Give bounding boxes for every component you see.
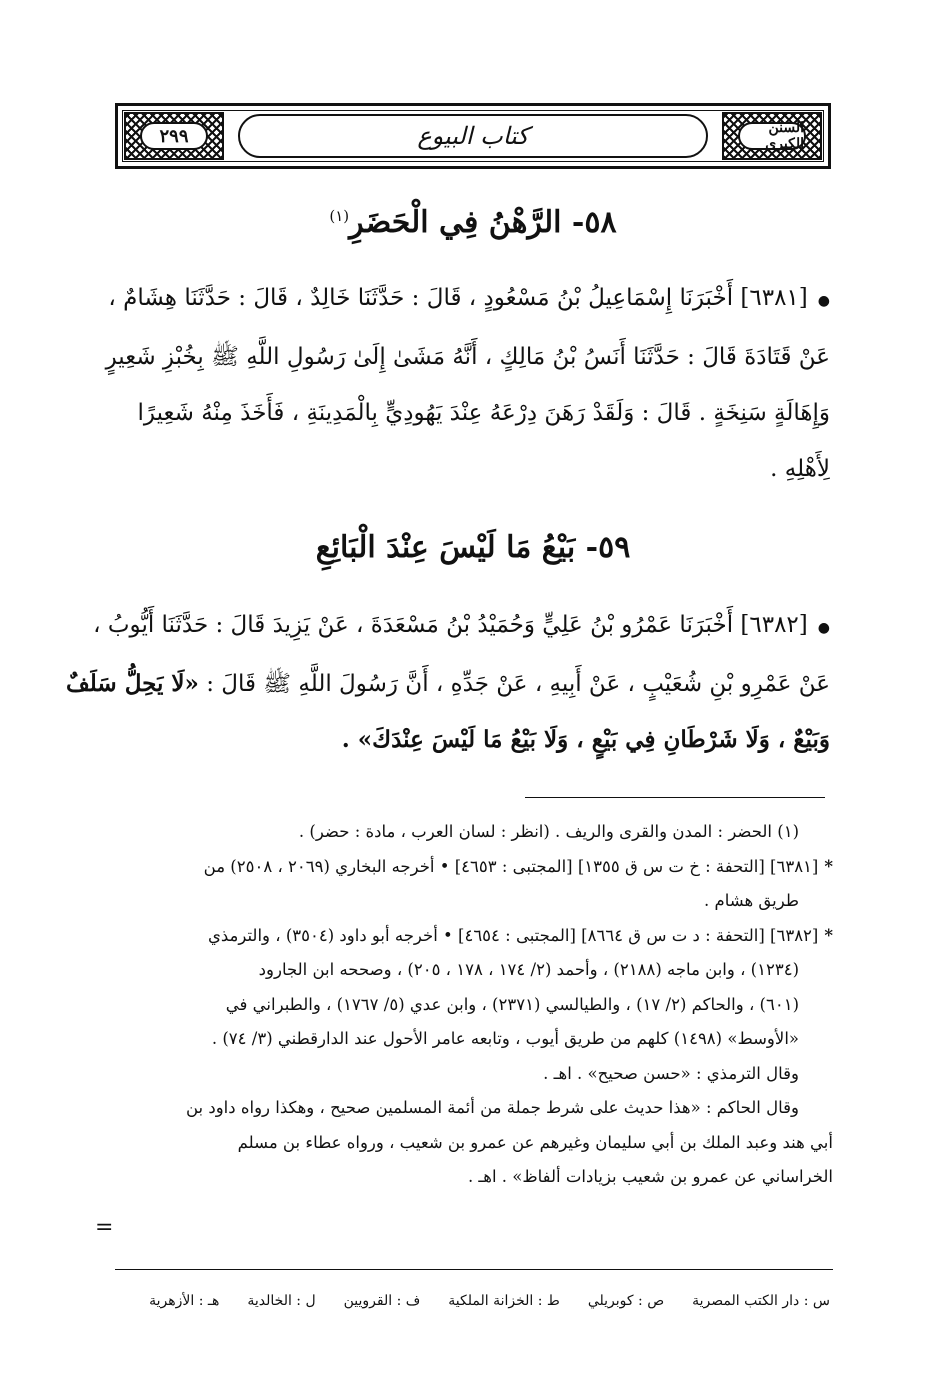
footnote-6382-line-7: أبي هند وعبد الملك بن أبي سليمان وغيرهم عن عمرو بن شعيب ، ورواه عطاء بن مسلم xyxy=(237,1132,833,1152)
footnote-6382-line-4: «الأوسط» (١٤٩٨) كلهم من طريق أيوب ، وتابعه عامر الأحول عند الدارقطني (٣/ ٧٤) . xyxy=(211,1029,799,1048)
sigla-footer xyxy=(118,1293,830,1309)
footnote-6382-line-5: وقال الترمذي : «حسن صحيح» . اهـ . xyxy=(543,1063,799,1083)
header-ornament-right xyxy=(722,112,822,160)
sigla-item: ط : الخزانة الملكية xyxy=(448,1293,560,1309)
star-icon: * xyxy=(824,925,833,945)
footnote-6381 xyxy=(118,850,833,885)
book-title: كتاب البيوع xyxy=(238,114,708,158)
sigla-item: ل : الخالدية xyxy=(247,1293,316,1309)
footer-rule xyxy=(115,1269,833,1270)
hadith-6381-line-2: عَنْ قَتَادَةَ قَالَ : حَدَّثَنَا أَنَسُ بْنُ مَالِكٍ ، أَنَّهُ مَشَىٰ إِلَىٰ رَسُولِ اللَّهِ ﷺ بِخُبْزِ شَعِيرٍ xyxy=(105,344,830,370)
hadith-6382 xyxy=(66,597,830,768)
hadith-6382-text-1: [٦٣٨٢] أَخْبَرَنَا عَمْرُو بْنُ عَلِيٍّ وَحُمَيْدُ بْنُ مَسْعَدَةَ ، عَنْ يَزِيدَ قَالَ : حَدَّثَنَا أَيُّوبُ ، xyxy=(93,612,808,638)
book-logo: السنن الكبرى xyxy=(738,122,806,150)
footnote-1: (١) الحضر : المدن والقرى والريف . (انظر : لسان العرب ، مادة : حضر) . xyxy=(298,822,799,841)
footnote-6382-line-3: (٦٠١) ، والحاكم (٢/ ١٧) ، والطيالسي (٢٣٧١) ، وابن عدي (٥/ ١٧٦٧) ، والطبراني في xyxy=(225,994,799,1014)
bullet-icon: ● xyxy=(817,620,830,636)
footnote-6382 xyxy=(118,919,833,954)
sigla-item: ص : كوبريلي xyxy=(587,1293,665,1309)
footnote-ref-1: (١) xyxy=(329,207,350,225)
page-number: ٢٩٩ xyxy=(140,122,208,150)
sigla-item: هـ : الأزهرية xyxy=(149,1293,220,1309)
section-59-title: ٥٩- بَيْعُ مَا لَيْسَ عِنْدَ الْبَائِعِ xyxy=(315,530,631,565)
hadith-6382-matn-start: «لَا يَحِلُّ سَلَفٌ xyxy=(66,670,199,697)
footnote-6382-line-2: (١٢٣٤) ، وابن ماجه (٢١٨٨) ، وأحمد (٢/ ١٧٤ ، ١٧٨ ، ٢٠٥) ، وصححه ابن الجارود xyxy=(258,960,799,979)
footnote-6382-text: [٦٣٨٢] [التحفة : د ت س ق ٨٦٦٤] [المجتبى : ٤٦٥٤] • أخرجه أبو داود (٣٥٠٤) ، والترمذي xyxy=(207,925,819,945)
hadith-6382-line-1 xyxy=(93,597,830,656)
continuation-mark: = xyxy=(95,1215,114,1240)
header-ornament-left xyxy=(124,112,224,160)
hadith-6381 xyxy=(105,270,830,497)
hadith-6382-text-2: عَنْ عَمْرِو بْنِ شُعَيْبٍ ، عَنْ أَبِيهِ ، عَنْ جَدِّهِ ، أَنَّ رَسُولَ اللَّهِ ﷺ قَالَ : xyxy=(206,671,830,697)
bullet-icon: ● xyxy=(817,293,830,309)
page-header xyxy=(115,103,831,169)
hadith-6382-line-2 xyxy=(66,656,830,712)
section-58-title xyxy=(150,205,796,240)
hadith-6381-text-1: [٦٣٨١] أَخْبَرَنَا إِسْمَاعِيلُ بْنُ مَسْعُودٍ ، قَالَ : حَدَّثَنَا خَالِدٌ ، قَالَ : حَدَّثَنَا هِشَامٌ ، xyxy=(108,285,808,311)
hadith-6381-line-3: وَإِهَالَةٍ سَنِخَةٍ . قَالَ : وَلَقَدْ رَهَنَ دِرْعَهُ عِنْدَ يَهُودِيٍّ بِالْمَدِينَةِ ، فَأَخَذَ مِنْهُ شَعِيرًا xyxy=(137,400,830,426)
sigla-item: ف : القرويين xyxy=(343,1293,421,1309)
hadith-6382-line-3: وَبَيْعٌ ، وَلَا شَرْطَانِ فِي بَيْعٍ ، وَلَا بَيْعُ مَا لَيْسَ عِنْدَكَ» . xyxy=(341,726,830,753)
footnote-6382-line-8: الخراساني عن عمرو بن شعيب بزيادات ألفاظ» . اهـ . xyxy=(467,1167,833,1186)
star-icon: * xyxy=(824,856,833,876)
footnote-divider xyxy=(525,797,825,798)
footnote-6382-line-6: وقال الحاكم : «هذا حديث على شرط جملة من أئمة المسلمين صحيح ، وهكذا رواه داود بن xyxy=(185,1098,799,1117)
footnotes xyxy=(118,815,833,1195)
sigla-item: س : دار الكتب المصرية xyxy=(692,1293,830,1309)
footnote-6381-cont: طريق هشام . xyxy=(704,891,799,910)
hadith-6381-line-1 xyxy=(108,270,830,329)
section-58-title-text: ٥٨- الرَّهْنُ فِي الْحَضَرِ xyxy=(349,205,617,240)
footnote-6381-text: [٦٣٨١] [التحفة : خ ت س ق ١٣٥٥] [المجتبى : ٤٦٥٣] • أخرجه البخاري (٢٠٦٩ ، ٢٥٠٨) من xyxy=(203,856,819,876)
hadith-6381-line-4: لِأَهْلِهِ . xyxy=(770,456,830,482)
